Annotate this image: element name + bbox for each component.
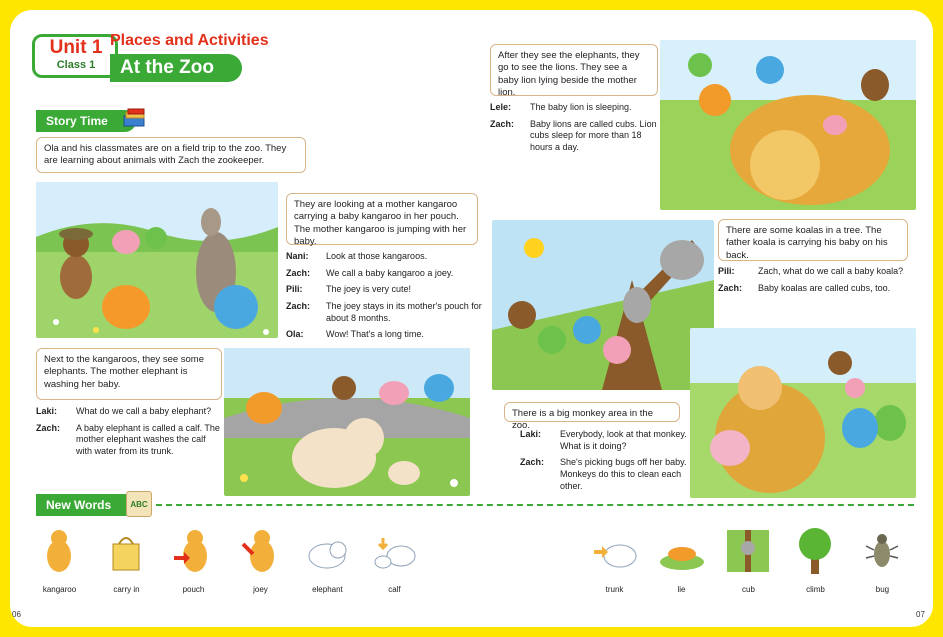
speaker: Ola: [286,329,304,340]
elephant-icon [302,526,352,576]
dialogue-line [36,423,224,458]
dialogue-line [286,329,482,341]
vocab-label: lie [677,585,686,594]
dialogue-line [520,429,694,452]
page-number-left: 06 [12,610,21,619]
vocab-item-elephant [294,526,361,606]
line-text: A baby elephant is called a calf. The mother elephant washes the calf with water from its trunk. [76,422,220,457]
line-text: She's picking bugs off her baby. Monkeys do this to clean each other. [560,457,687,491]
trunk-icon [590,526,640,576]
vocab-spacer [428,526,581,606]
class-label: Class 1 [56,59,96,71]
elephant-scene-image [224,348,470,496]
dialogue-line [490,119,660,154]
vocab-item-kangaroo [26,526,93,606]
kangaroo-scene-image [36,182,278,338]
unit-number: Unit 1 [49,37,103,58]
story-time-tab [36,110,136,132]
dialogue-line [36,406,224,418]
line-text: We call a baby kangaroo a joey. [326,267,454,278]
koala-caption: There are some koalas in a tree. The father koala is carrying his baby on his back. [718,219,908,261]
carry-bag-icon [101,526,151,576]
vocab-label: cub [742,585,755,594]
page-number-right: 07 [916,610,925,619]
kangaroo-dialogue [286,251,482,346]
speaker: Pili: [718,266,735,276]
speaker: Pili: [286,284,303,295]
koala-dialogue [718,266,914,299]
lion-dialogue [490,102,660,159]
tree-icon [790,526,840,576]
vocab-item-calf [361,526,428,606]
elephant-dialogue [36,406,224,463]
speaker: Laki: [520,429,542,439]
pouch-icon [168,526,218,576]
vocab-item-climb [782,526,849,606]
vocab-label: calf [388,585,401,594]
bug-icon [857,526,907,576]
story-time-label: Story Time [46,114,108,128]
speaker: Zach: [286,301,311,312]
vocab-label: pouch [182,585,205,594]
dialogue-line [490,102,660,114]
section-divider [156,504,914,506]
book-icon [122,108,148,128]
line-text: Look at those kangaroos. [326,251,428,261]
lesson-subtitle: Places and Activities [110,32,269,49]
line-text: The joey stays in its mother's pouch for about 8 months. [326,301,482,323]
line-text: The joey is very cute! [326,284,412,295]
dialogue-line [286,251,482,263]
cub-icon [723,526,773,576]
vocab-item-trunk [581,526,648,606]
unit-badge [32,34,118,78]
vocab-label: elephant [312,585,343,594]
speaker: Lele: [490,102,512,112]
vocab-label: kangaroo [42,585,77,594]
speaker: Laki: [36,406,58,416]
vocab-item-joey [227,526,294,606]
kangaroo-icon [34,526,84,576]
joey-icon [235,526,285,576]
dialogue-line [286,284,482,296]
line-text: The baby lion is sleeping. [530,102,632,112]
lion-scene-image [660,40,916,210]
line-text: What do we call a baby elephant? [76,406,212,416]
vocab-item-bug [849,526,916,606]
speaker: Zach: [520,457,545,468]
koala-scene-image [492,220,714,390]
vocab-label: joey [253,585,268,594]
kangaroo-caption: They are looking at a mother kangaroo carrying a baby kangaroo in her pouch. The mother kangaroo is jumping with her baby. [286,193,478,245]
lie-icon [657,526,707,576]
vocab-item-lie [648,526,715,606]
line-text: Baby lions are called cubs. Lion cubs sleep for more than 18 hours a day. [530,118,657,153]
dialogue-line [286,268,482,280]
elephant-caption: Next to the kangaroos, they see some elephants. The mother elephant is washing her baby. [36,348,222,400]
intro-caption: Ola and his classmates are on a field trip to the zoo. They are learning about animals with Zach the zookeeper. [36,137,306,173]
vocab-item-pouch [160,526,227,606]
lesson-title: At the Zoo [110,54,242,82]
dialogue-line [286,301,482,324]
line-text: Zach, what do we call a baby koala? [758,266,904,276]
vocab-row [26,526,916,606]
vocab-item-carry-in [93,526,160,606]
vocab-item-cub [715,526,782,606]
abc-blocks-icon: ABC [126,491,152,517]
monkey-scene-image [690,328,916,498]
lion-caption: After they see the elephants, they go to see the lions. They see a baby lion lying beside the mother lion. [490,44,658,96]
speaker: Zach: [490,118,515,129]
dialogue-line [718,266,914,278]
new-words-tab [36,494,136,516]
dialogue-line [520,457,694,492]
vocab-label: trunk [605,585,624,594]
vocab-label: carry in [113,585,140,594]
textbook-spread [10,10,933,627]
line-text: Wow! That's a long time. [326,329,424,340]
new-words-label: New Words [46,498,112,512]
dialogue-line [718,283,914,295]
speaker: Zach: [36,422,61,433]
line-text: Baby koalas are called cubs, too. [758,282,891,293]
speaker: Nani: [286,251,309,261]
speaker: Zach: [286,267,311,278]
vocab-label: bug [875,585,890,594]
speaker: Zach: [718,282,743,293]
monkey-caption: There is a big monkey area in the zoo. [504,402,680,422]
vocab-label: climb [806,585,825,594]
line-text: Everybody, look at that monkey. What is it doing? [560,429,687,451]
calf-icon [369,526,419,576]
monkey-dialogue [520,429,694,497]
